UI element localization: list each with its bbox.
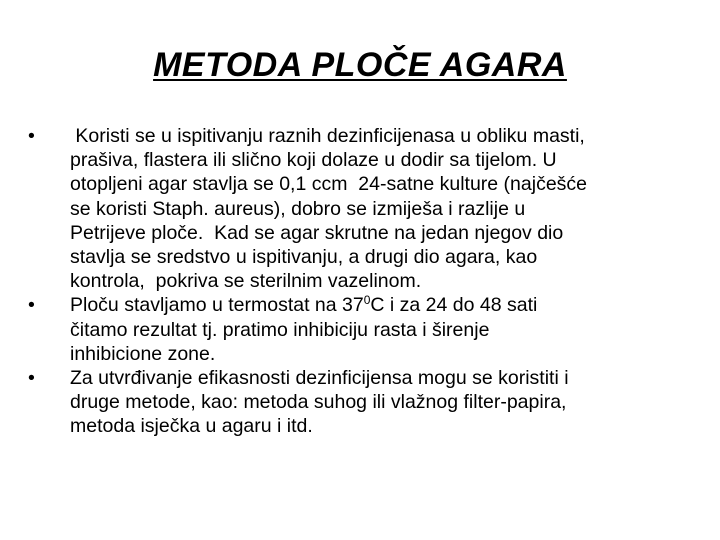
bullet-item-1 <box>28 124 700 293</box>
bullet-icon: • <box>28 294 35 317</box>
text-segment: Ploču stavljamo u termostat na 37 <box>70 294 364 317</box>
text-line: otopljeni agar stavlja se 0,1 ccm 24-satne kulture (najčešće <box>70 173 588 196</box>
bullet-icon: • <box>28 125 35 147</box>
text-line: metoda isječka u agaru i itd. <box>70 415 313 438</box>
text-line: Petrijeve ploče. Kad se agar skrutne na jedan njegov dio <box>70 221 564 244</box>
bullet-item-3 <box>28 366 700 439</box>
text-line: prašiva, flastera ili slično koji dolaze u dodir sa tijelom. U <box>70 149 557 172</box>
superscript: 0 <box>363 293 371 308</box>
text-segment: C i za 24 do 48 sati <box>370 294 538 317</box>
text-line: se koristi Staph. aureus), dobro se izmiješa i razlije u <box>70 197 526 220</box>
bullet-icon: • <box>28 367 35 390</box>
text-line: čitamo rezultat tj. pratimo inhibiciju rasta i širenje <box>70 318 490 341</box>
slide-title: METODA PLOČE AGARA <box>153 46 567 84</box>
text-line: stavlja se sredstvo u ispitivanju, a drugi dio agara, kao <box>70 246 538 269</box>
bullet-item-2 <box>28 293 700 366</box>
bullet-list <box>28 124 700 439</box>
text-line: Za utvrđivanje efikasnosti dezinficijensa mogu se koristiti i <box>70 367 569 390</box>
text-line: kontrola, pokriva se sterilnim vazelinom. <box>70 270 422 293</box>
text-line: inhibicione zone. <box>70 342 216 365</box>
text-line <box>70 293 700 317</box>
text-line: druge metode, kao: metoda suhog ili vlažnog filter-papira, <box>70 391 567 414</box>
text-line: Koristi se u ispitivanju raznih dezinficijenasa u obliku masti, <box>70 125 585 147</box>
